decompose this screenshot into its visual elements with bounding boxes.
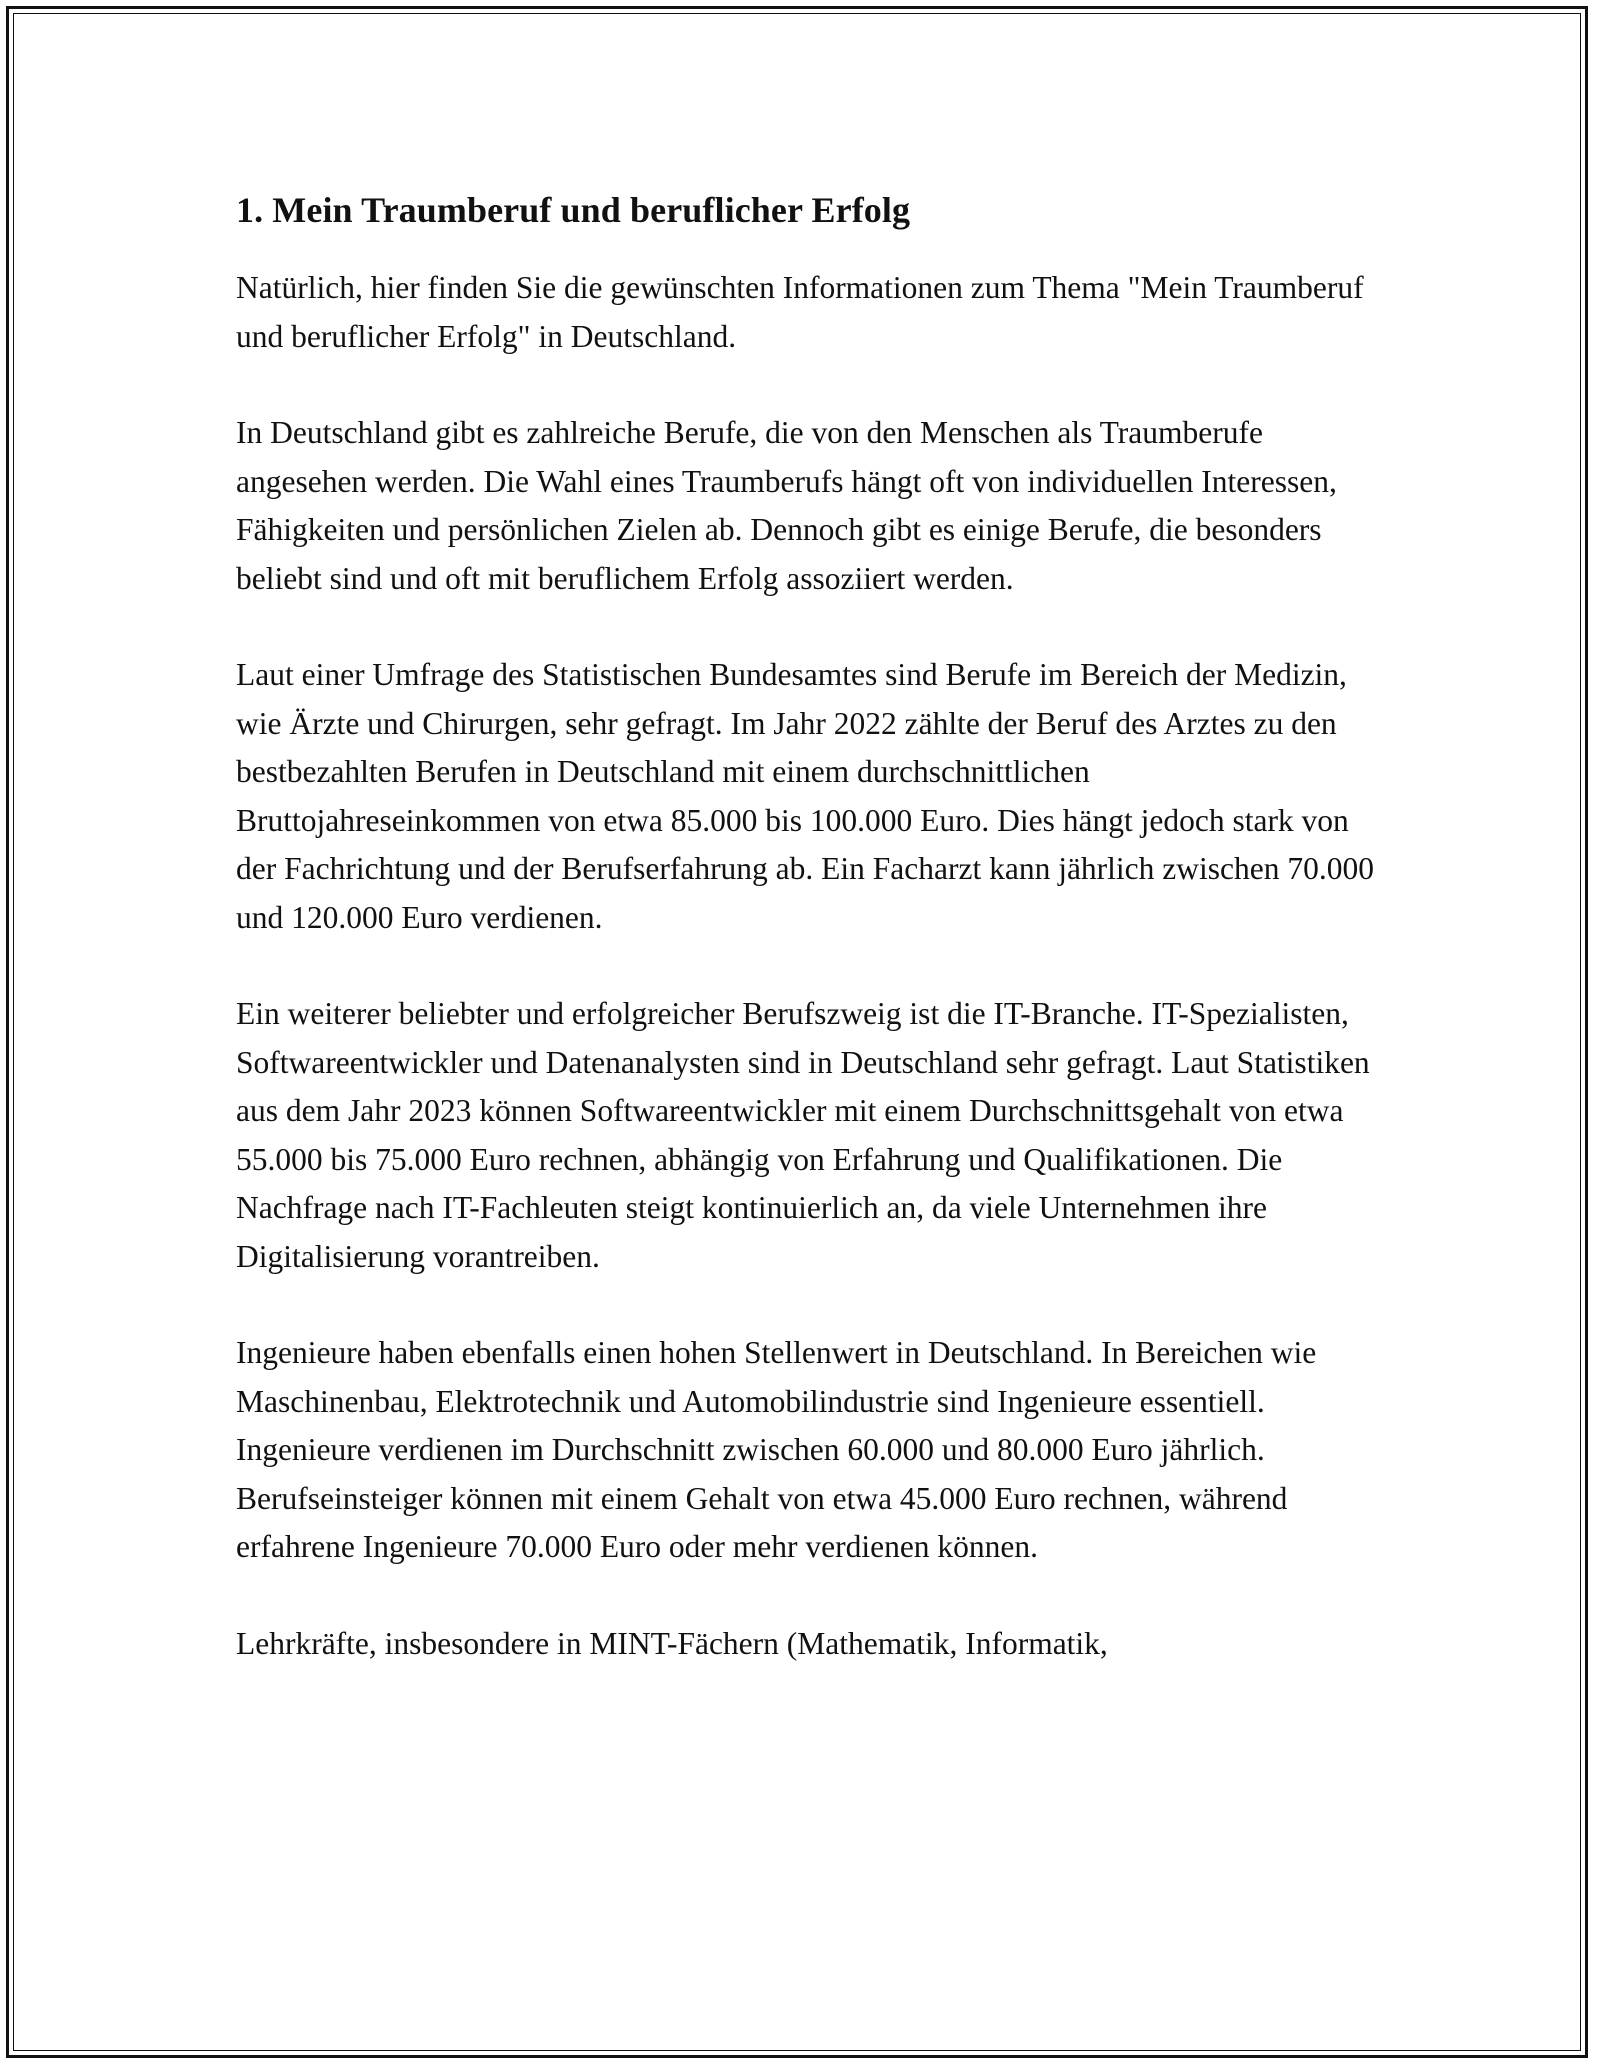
paragraph-ingenieure: Ingenieure haben ebenfalls einen hohen Stellenwert in Deutschland. In Bereichen wie Maschinenbau, Elektrotechnik und Automobilindustrie sind Ingenieure essentiell. Ingenieure verdienen im Durchschnitt zwischen 60.000 und 80.000 Euro jährlich. Berufseinsteiger können mit einem Gehalt von etwa 45.000 Euro rechnen, während erfahrene Ingenieure 70.000 Euro oder mehr verdienen können. (236, 1335, 1317, 1564)
paragraph-intro: Natürlich, hier finden Sie die gewünschten Informationen zum Thema "Mein Traumberuf und beruflicher Erfolg" in Deutschland. (236, 270, 1364, 354)
paragraph-lehrkraefte: Lehrkräfte, insbesondere in MINT-Fächern (Mathematik, Informatik, (236, 1625, 1108, 1661)
paragraph-it-branche: Ein weiterer beliebter und erfolgreicher Berufszweig ist die IT-Branche. IT-Spezialisten, Softwareentwickler und Datenanalysten sind in Deutschland sehr gefragt. Laut Statistiken aus dem Jahr 2023 können Softwareentwickler mit einem Durchschnittsgehalt von etwa 55.000 bis 75.000 Euro rechnen, abhängig von Erfahrung und Qualifikationen. Die Nachfrage nach IT-Fachleuten steigt kontinuierlich an, da viele Unternehmen ihre Digitalisierung vorantreiben. (236, 996, 1370, 1274)
paragraph-medizin: Laut einer Umfrage des Statistischen Bundesamtes sind Berufe im Bereich der Medizin, wie Ärzte und Chirurgen, sehr gefragt. Im Jahr 2022 zählte der Beruf des Arztes zu den bestbezahlten Berufen in Deutschland mit einem durchschnittlichen Bruttojahreseinkommen von etwa 85.000 bis 100.000 Euro. Dies hängt jedoch stark von der Fachrichtung und der Berufserfahrung ab. Ein Facharzt kann jährlich zwischen 70.000 und 120.000 Euro verdienen. (236, 657, 1374, 935)
document-body (236, 188, 1386, 1716)
paragraph-traumberufe: In Deutschland gibt es zahlreiche Berufe, die von den Menschen als Traumberufe angesehen werden. Die Wahl eines Traumberufs hängt oft von individuellen Interessen, Fähigkeiten und persönlichen Zielen ab. Dennoch gibt es einige Berufe, die besonders beliebt sind und oft mit beruflichem Erfolg assoziiert werden. (236, 415, 1337, 596)
section-title: 1. Mein Traumberuf und beruflicher Erfolg (236, 190, 911, 230)
